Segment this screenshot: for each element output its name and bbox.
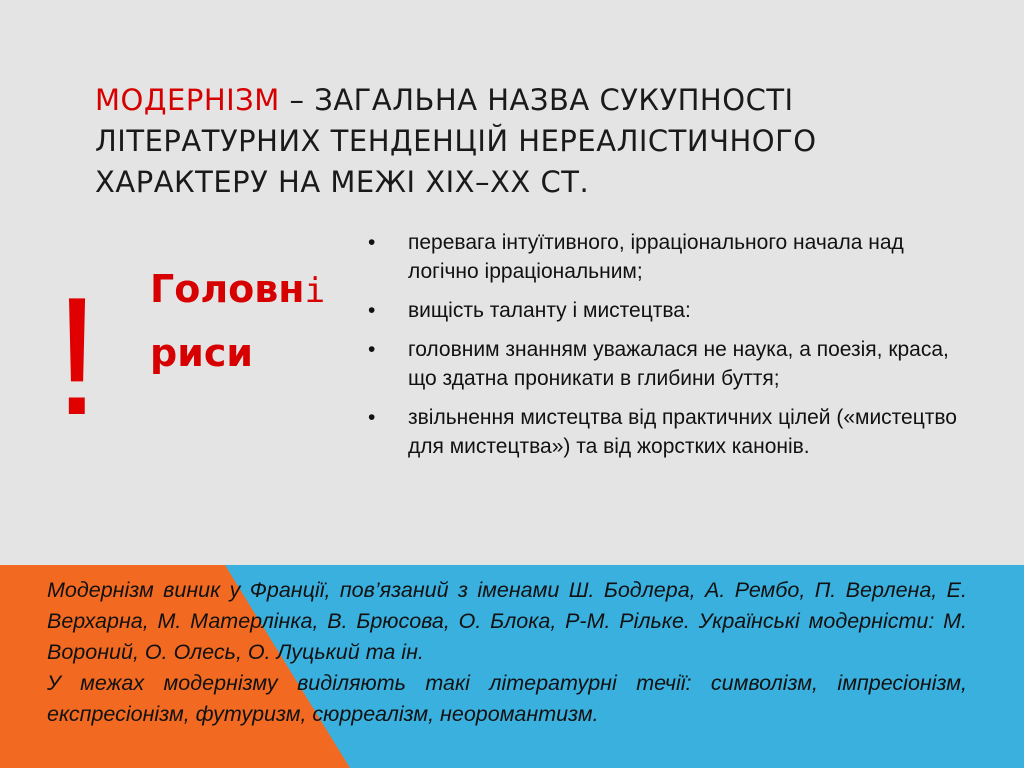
bullet-icon: • <box>368 338 376 361</box>
list-item-text: перевага інтуїтивного, ірраціонального начала над логічно ірраціональним; <box>408 231 904 283</box>
bottom-banner <box>0 565 1024 768</box>
bullet-icon: • <box>368 406 376 429</box>
list-item <box>368 296 963 325</box>
list-item-text: звільнення мистецтва від практичних цілей («мистецтво для мистецтва») та від жорстких канонів. <box>408 406 957 458</box>
list-item-text: головним знанням уважалася не наука, а поезія, краса, що здатна проникати в глибини буття; <box>408 338 949 390</box>
banner-paragraph-2: У межах модернізму виділяють такі літературні течії: символізм, імпресіонізм, експресіонізм, футуризм, сюрреалізм, неоромантизм. <box>47 671 967 726</box>
title-accent-word: МОДЕРНІЗМ <box>95 83 280 117</box>
main-features-label <box>150 258 350 384</box>
bullet-icon: • <box>368 299 376 322</box>
slide-title <box>95 80 955 203</box>
list-item <box>368 403 963 461</box>
list-item <box>368 335 963 393</box>
list-item <box>368 228 963 286</box>
bullet-icon: • <box>368 231 376 254</box>
features-label-line-2: риси <box>150 331 253 375</box>
features-label-part-2: і <box>304 271 326 311</box>
banner-paragraph-1: Модернізм виник у Франції, пов’язаний з іменами Ш. Бодлера, А. Рембо, П. Верлена, Е. Верхарна, М. Матерлінка, В. Брюсова, О. Блока, Р-М. Рільке. Українські модерністи: М. Вороний, О. Олесь, О. Луцький та ін. <box>47 578 967 664</box>
features-list <box>368 228 963 471</box>
title-line-3: ХАРАКТЕРУ НА МЕЖІ ХІХ–ХХ СТ. <box>95 165 590 199</box>
title-line-1: – ЗАГАЛЬНА НАЗВА СУКУПНОСТІ <box>279 83 794 117</box>
banner-text <box>47 575 967 730</box>
features-label-part-1: Головн <box>150 267 305 311</box>
list-item-text: вищість таланту і мистецтва: <box>408 299 691 322</box>
title-line-2: ЛІТЕРАТУРНИХ ТЕНДЕНЦІЙ НЕРЕАЛІСТИЧНОГО <box>95 124 817 158</box>
exclamation-mark: ! <box>53 262 101 450</box>
